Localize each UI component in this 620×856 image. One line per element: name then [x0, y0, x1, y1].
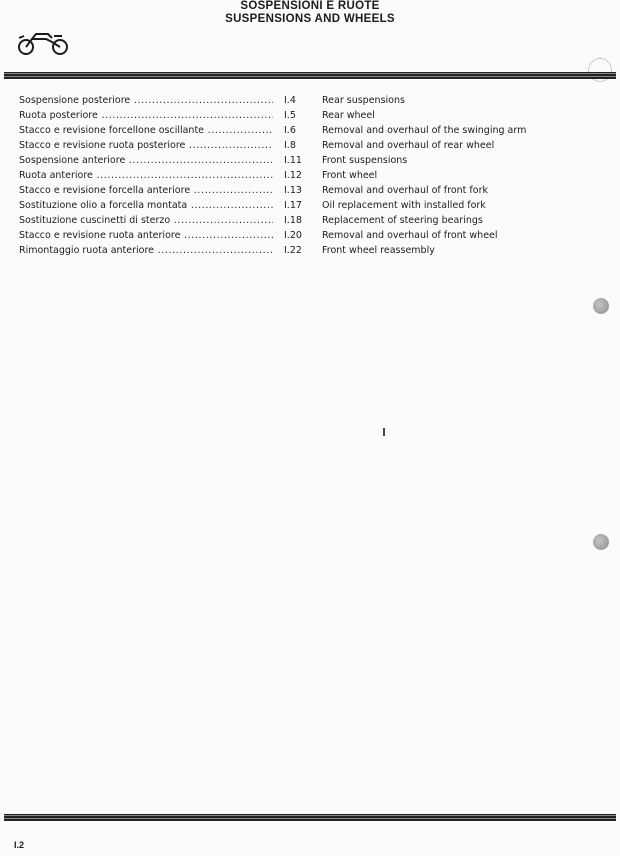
toc-page: I.6	[284, 125, 296, 136]
bottom-divider	[4, 814, 616, 821]
toc-row	[19, 183, 539, 198]
toc-page: I.4	[284, 95, 296, 106]
toc-italian: Stacco e revisione ruota posteriore .....	[19, 138, 273, 153]
toc-italian: Stacco e revisione ruota anteriore .....	[19, 228, 273, 243]
toc-row	[19, 153, 539, 168]
top-divider	[4, 72, 616, 79]
toc-italian: Sostituzione cuscinetti di sterzo .....	[19, 213, 273, 228]
toc-page: I.12	[284, 170, 302, 181]
toc-english: Removal and overhaul of front wheel	[322, 230, 498, 241]
toc-row	[19, 138, 539, 153]
binder-hole	[593, 534, 609, 550]
title-english: SUSPENSIONS AND WHEELS	[225, 13, 395, 25]
toc-page: I.8	[284, 140, 296, 151]
toc-page: I.20	[284, 230, 302, 241]
title-italian: SOSPENSIONI E RUOTE	[240, 0, 380, 12]
toc-italian: Stacco e revisione forcella anteriore .....	[19, 183, 273, 198]
toc-page: I.13	[284, 185, 302, 196]
toc-italian: Ruota posteriore .....	[19, 108, 273, 123]
toc-row	[19, 93, 539, 108]
toc-row	[19, 228, 539, 243]
page-number: I.2	[14, 840, 25, 850]
toc-row	[19, 213, 539, 228]
toc-english: Oil replacement with installed fork	[322, 200, 486, 211]
toc-page: I.17	[284, 200, 302, 211]
toc-italian: Ruota anteriore .....	[19, 168, 273, 183]
toc-italian: Sospensione posteriore .....	[19, 93, 273, 108]
toc-english: Front wheel reassembly	[322, 245, 435, 256]
toc-page: I.11	[284, 155, 302, 166]
scan-mark	[383, 428, 385, 436]
binder-hole	[593, 298, 609, 314]
toc-english: Removal and overhaul of front fork	[322, 185, 488, 196]
toc-english: Replacement of steering bearings	[322, 215, 483, 226]
toc-page: I.18	[284, 215, 302, 226]
toc-page: I.5	[284, 110, 296, 121]
toc-page: I.22	[284, 245, 302, 256]
toc-english: Rear suspensions	[322, 95, 405, 106]
toc-italian: Sospensione anteriore .....	[19, 153, 273, 168]
toc-english: Front suspensions	[322, 155, 408, 166]
toc-row	[19, 108, 539, 123]
toc-english: Removal and overhaul of rear wheel	[322, 140, 495, 151]
table-of-contents	[19, 93, 539, 258]
toc-english: Rear wheel	[322, 110, 375, 121]
toc-english: Removal and overhaul of the swinging arm	[322, 125, 527, 136]
toc-italian: Sostituzione olio a forcella montata .....	[19, 198, 273, 213]
toc-row	[19, 243, 539, 258]
toc-row	[19, 123, 539, 138]
toc-italian: Stacco e revisione forcellone oscillante .....	[19, 123, 273, 138]
page-header	[0, 0, 620, 26]
toc-row	[19, 168, 539, 183]
toc-italian: Rimontaggio ruota anteriore .....	[19, 243, 273, 258]
toc-row	[19, 198, 539, 213]
toc-english: Front wheel	[322, 170, 378, 181]
motorcycle-icon	[16, 30, 70, 56]
